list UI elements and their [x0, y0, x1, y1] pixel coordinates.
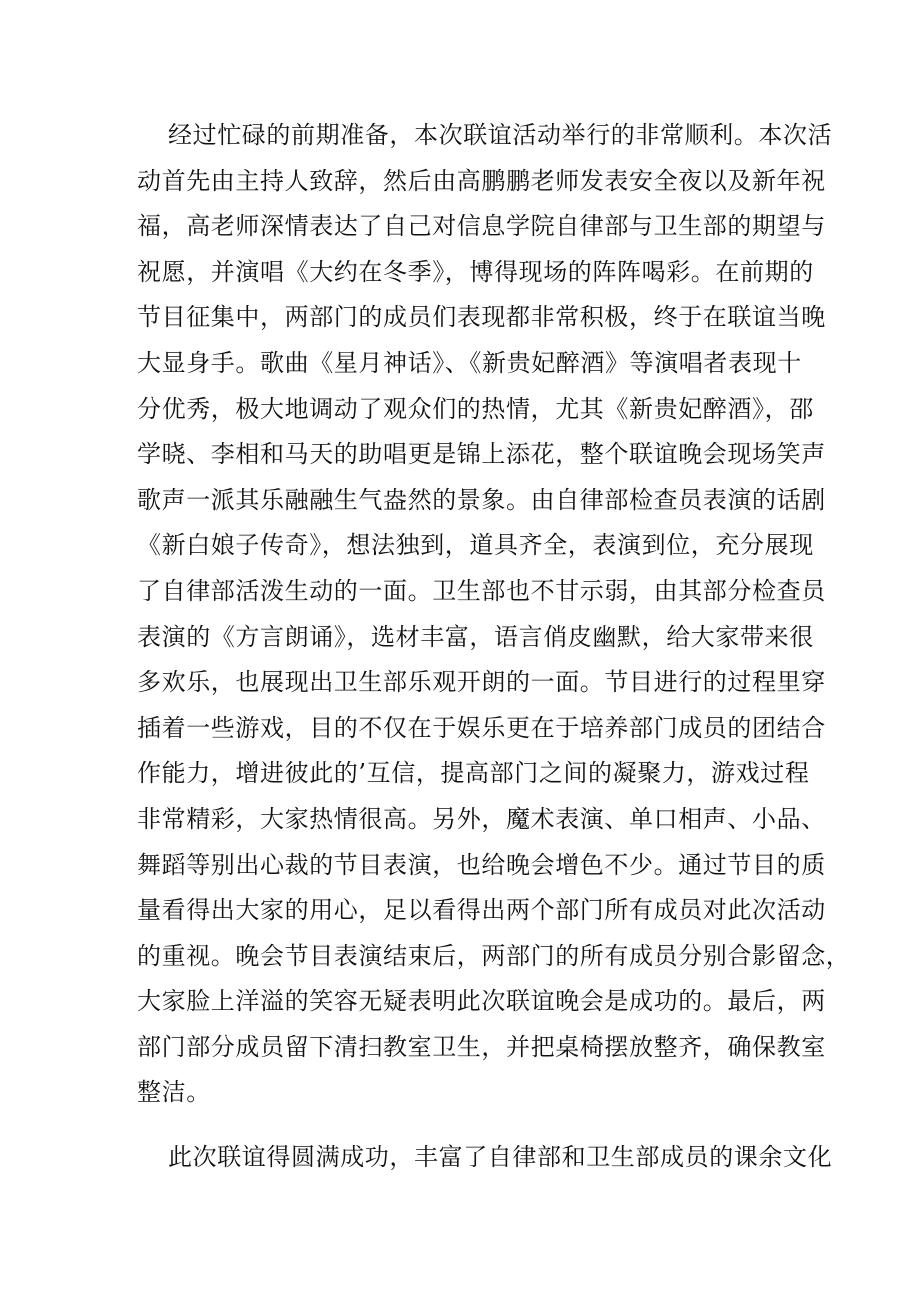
- text-line: 《新白娘子传奇》，想法独到，道具齐全，表演到位，充分展现: [137, 531, 814, 560]
- text-line: 大显身手。歌曲《星月神话》、《新贵妃醉酒》等演唱者表现十: [137, 348, 802, 377]
- text-line: 非常精彩，大家热情很高。另外，魔术表演、单口相声、小品、: [137, 804, 826, 833]
- text-line: 此次联谊得圆满成功，丰富了自律部和卫生部成员的课余文化: [168, 1143, 833, 1171]
- text-line: 经过忙碌的前期准备，本次联谊活动举行的非常顺利。本次活: [168, 121, 833, 149]
- text-line: 福，高老师深情表达了自己对信息学院自律部与卫生部的期望与: [137, 212, 826, 241]
- text-line: 量看得出大家的用心，足以看得出两个部门所有成员对此次活动: [137, 896, 826, 925]
- text-line: 的重视。晚会节目表演结束后，两部门的所有成员分别合影留念，: [137, 941, 851, 970]
- paragraph-event-summary: [137, 113, 851, 1116]
- text-line: 分优秀，极大地调动了观众们的热情，尤其《新贵妃醉酒》，邵: [137, 394, 814, 423]
- text-line: 了自律部活泼生动的一面。卫生部也不甘示弱，由其部分检查员: [137, 576, 826, 605]
- text-line: 部门部分成员留下清扫教室卫生，并把桌椅摆放整齐，确保教室: [137, 1032, 826, 1061]
- text-line: 节目征集中，两部门的成员们表现都非常积极，终于在联谊当晚: [137, 303, 826, 332]
- text-line: 学晓、李相和马天的助唱更是锦上添花，整个联谊晚会现场笑声: [137, 440, 826, 469]
- text-line: 舞蹈等别出心裁的节目表演，也给晚会增色不少。通过节目的质: [137, 850, 826, 879]
- text-line: 祝愿，并演唱《大约在冬季》，博得现场的阵阵喝彩。在前期的: [137, 257, 814, 286]
- text-line: 歌声一派其乐融融生气盎然的景象。由自律部检查员表演的话剧: [137, 485, 826, 514]
- text-line: 作能力，增进彼此的’互信，提高部门之间的凝聚力，游戏过程: [137, 759, 810, 788]
- text-line: 表演的《方言朗诵》，选材丰富，语言俏皮幽默，给大家带来很: [137, 622, 814, 651]
- text-line: 整洁。: [137, 1078, 211, 1107]
- text-line: 插着一些游戏，目的不仅在于娱乐更在于培养部门成员的团结合: [137, 713, 826, 742]
- paragraph-conclusion: [137, 1135, 833, 1181]
- text-line: 大家脸上洋溢的笑容无疑表明此次联谊晚会是成功的。最后，两: [137, 987, 826, 1016]
- text-line: 动首先由主持人致辞，然后由高鹏鹏老师发表安全夜以及新年祝: [137, 166, 826, 195]
- text-line: 多欢乐，也展现出卫生部乐观开朗的一面。节目进行的过程里穿: [137, 668, 826, 697]
